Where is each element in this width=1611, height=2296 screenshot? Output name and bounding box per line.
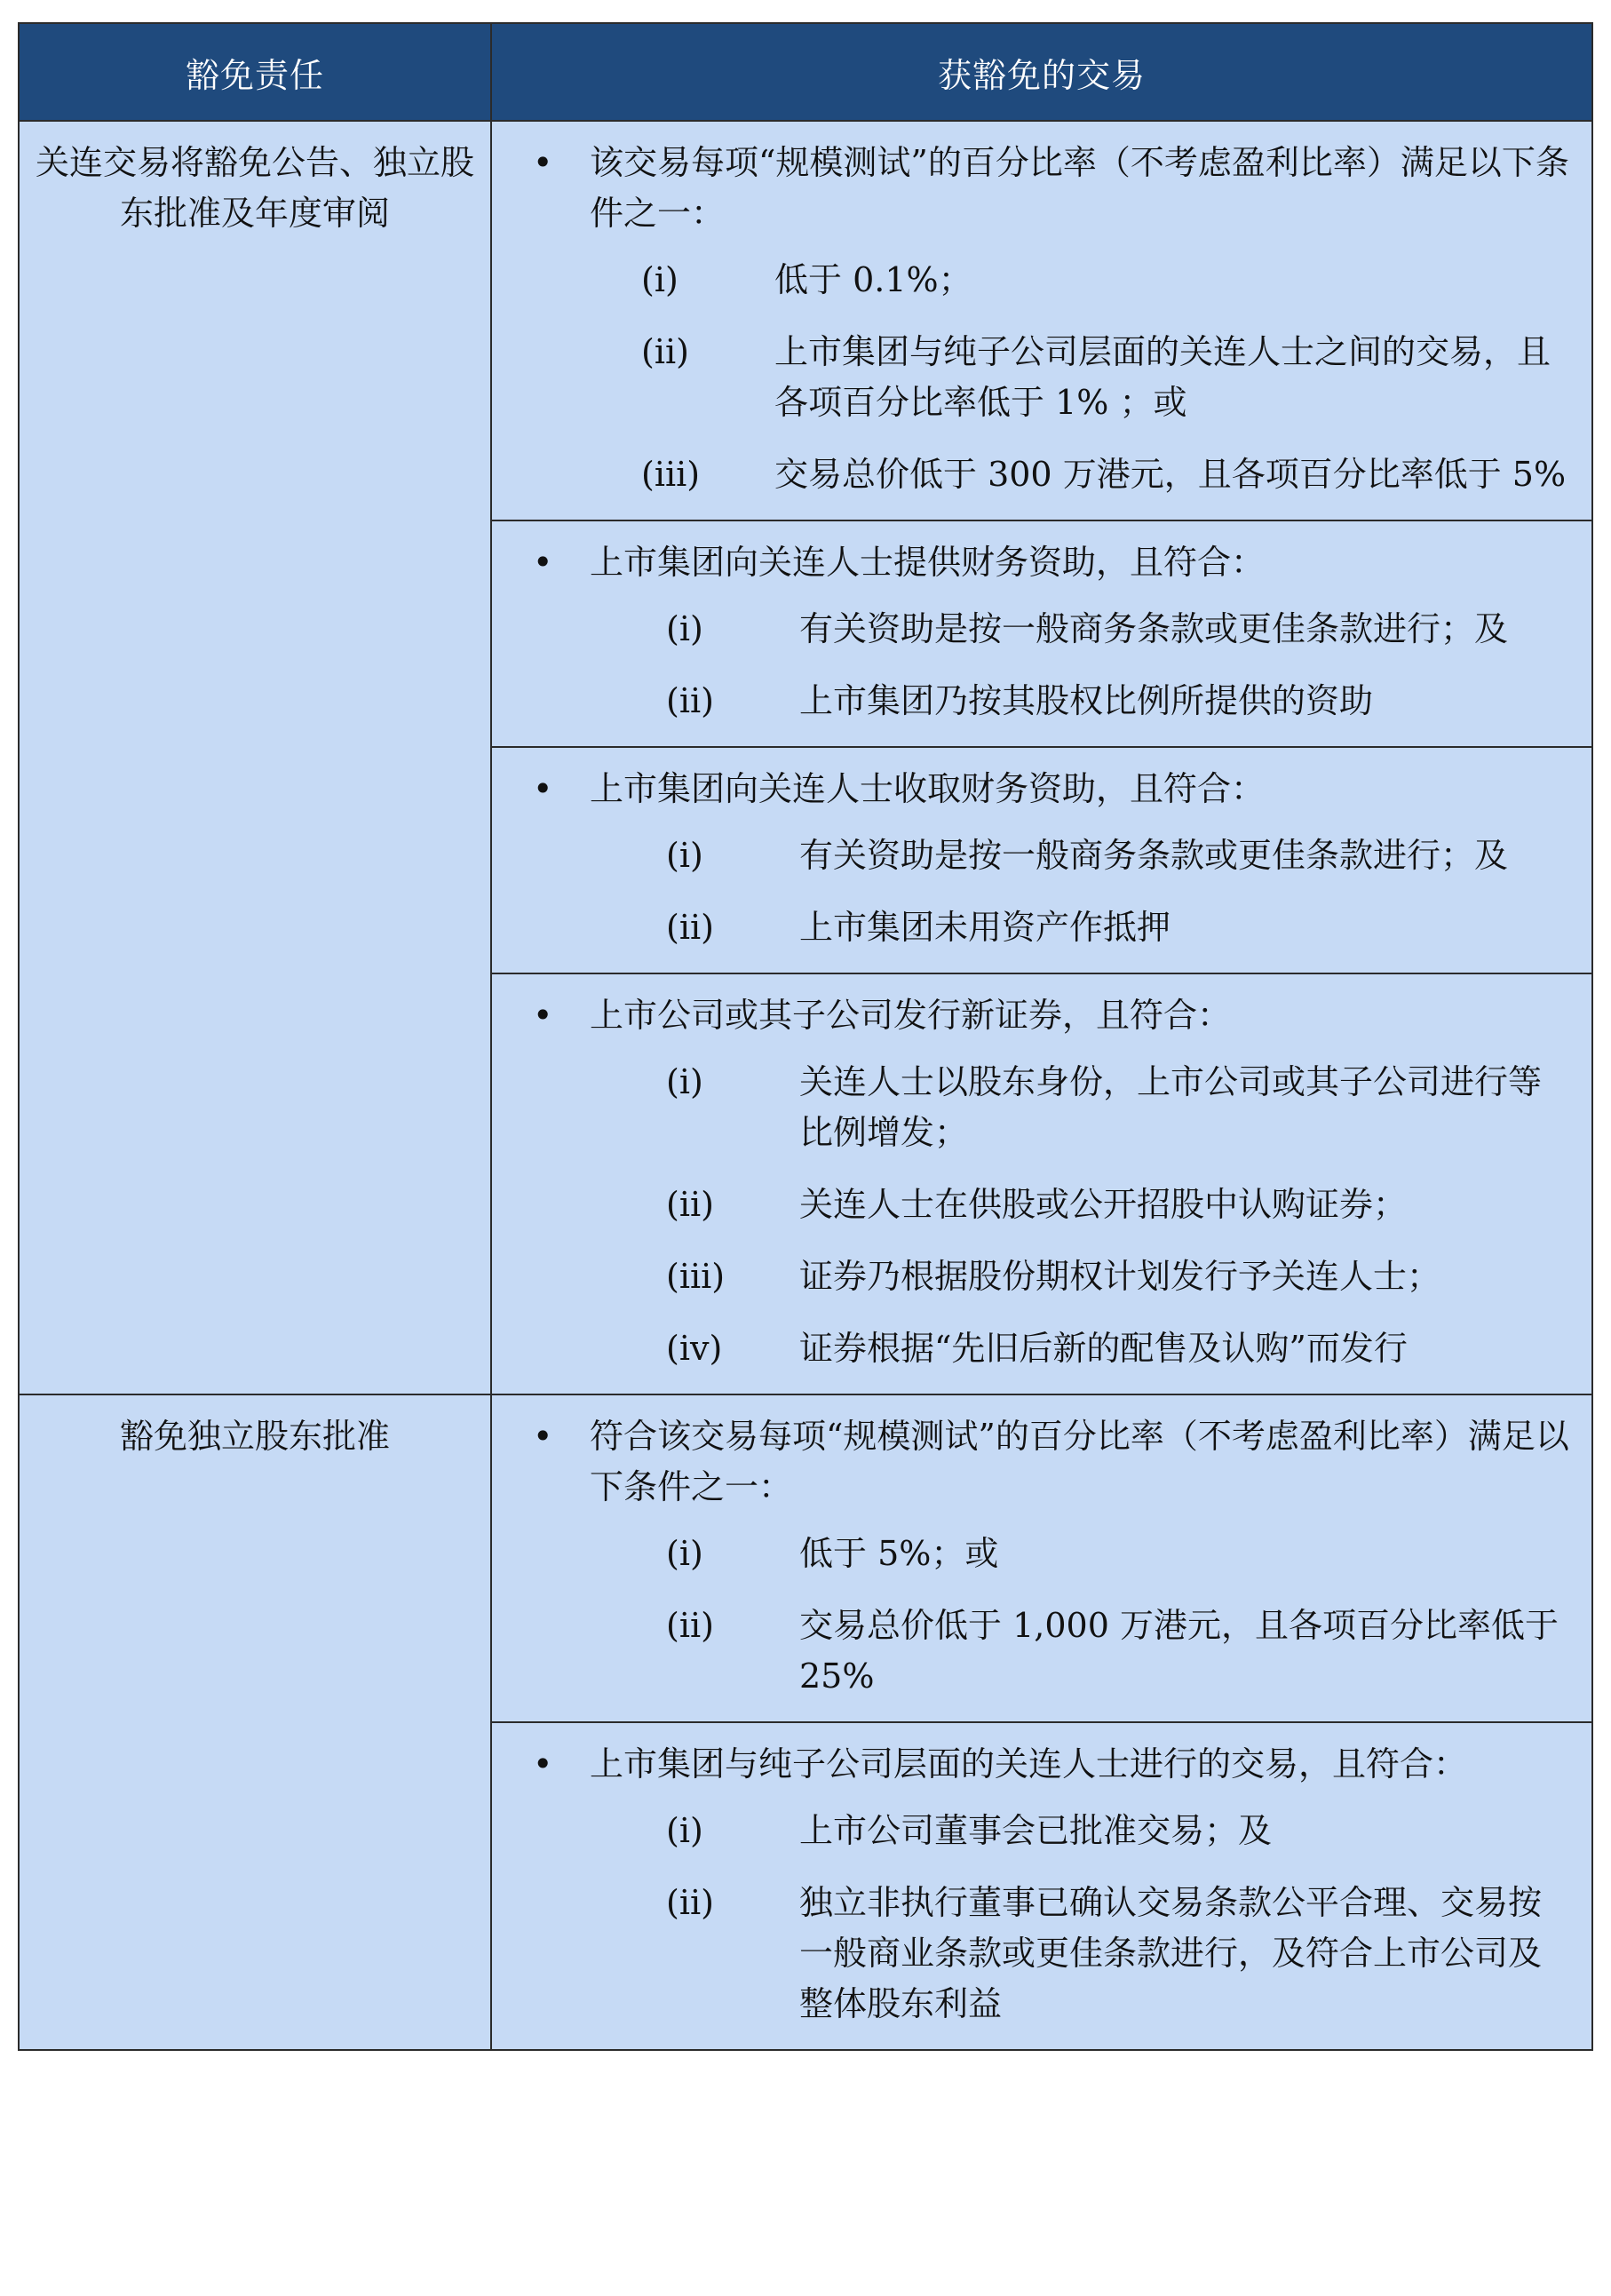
sub-condition-number: (ii) [641, 332, 689, 371]
sub-condition-text: 关连人士以股东身份，上市公司或其子公司进行等比例增发； [799, 1062, 1543, 1152]
condition-block [492, 122, 1591, 521]
sub-condition-number: (i) [666, 1062, 703, 1101]
sub-condition [492, 902, 1570, 953]
condition-text: 该交易每项“规模测试”的百分比率（不考虑盈利比率）满足以下条件之一： [590, 143, 1569, 233]
sub-condition-text: 证券根据“先旧后新的配售及认购”而发行 [799, 1329, 1408, 1368]
sub-condition-number: (i) [666, 836, 703, 875]
bullet-icon: • [533, 769, 553, 808]
sub-condition [492, 830, 1570, 881]
header-exempt-transactions: 获豁免的交易 [491, 23, 1592, 121]
bullet-icon: • [533, 996, 553, 1035]
sub-condition-number: (iii) [641, 455, 701, 494]
sub-condition-text: 上市公司董事会已批准交易；及 [799, 1811, 1273, 1850]
sub-condition [492, 1323, 1570, 1374]
bullet-icon: • [533, 1417, 553, 1456]
sub-condition-number: (ii) [666, 681, 714, 720]
condition-text: 上市集团向关连人士提供财务资助，且符合： [590, 543, 1266, 582]
condition-block [492, 1723, 1591, 2049]
sub-condition-text: 交易总价低于 1,000 万港元，且各项百分比率低于 25% [799, 1606, 1559, 1696]
bullet-icon: • [533, 1744, 553, 1784]
exemption-table [18, 22, 1593, 2051]
sub-condition-text: 证券乃根据股份期权计划发行予关连人士； [799, 1257, 1441, 1296]
bullet-icon: • [533, 143, 553, 182]
sub-condition-number: (ii) [666, 1883, 714, 1922]
condition-block [492, 1395, 1591, 1723]
sub-condition-number: (iii) [666, 1257, 726, 1296]
responsibility-cell: 豁免独立股东批准 [19, 1394, 491, 2050]
sub-condition [492, 1529, 1570, 1579]
sub-condition-text: 独立非执行董事已确认交易条款公平合理、交易按一般商业条款或更佳条款进行，及符合上市公司及整体股东利益 [799, 1883, 1543, 2023]
sub-condition [492, 449, 1570, 500]
condition-text: 上市集团与纯子公司层面的关连人士进行的交易，且符合： [590, 1744, 1468, 1784]
sub-condition [492, 1057, 1570, 1158]
condition-block [492, 974, 1591, 1394]
sub-condition [492, 676, 1570, 727]
sub-condition-number: (i) [666, 1534, 703, 1573]
condition-text: 上市公司或其子公司发行新证券，且符合： [590, 996, 1232, 1035]
condition-block [492, 748, 1591, 974]
table-row [19, 1394, 1592, 2050]
sub-condition-text: 上市集团乃按其股权比例所提供的资助 [799, 681, 1374, 720]
sub-condition [492, 255, 1570, 306]
sub-condition [492, 1601, 1570, 1702]
sub-condition-number: (ii) [666, 1606, 714, 1645]
sub-condition-number: (ii) [666, 1185, 714, 1224]
condition-text: 上市集团向关连人士收取财务资助，且符合： [590, 769, 1266, 808]
sub-condition-text: 上市集团未用资产作抵押 [799, 908, 1171, 947]
sub-condition-number: (ii) [666, 908, 714, 947]
sub-condition-text: 低于 5%；或 [799, 1534, 999, 1573]
sub-condition [492, 1806, 1570, 1856]
sub-condition [492, 327, 1570, 428]
sub-condition-text: 交易总价低于 300 万港元，且各项百分比率低于 5% [774, 455, 1567, 494]
bullet-icon: • [533, 543, 553, 582]
sub-condition [492, 604, 1570, 655]
sub-condition-number: (i) [641, 260, 679, 299]
responsibility-cell: 关连交易将豁免公告、独立股东批准及年度审阅 [19, 121, 491, 1394]
sub-condition-text: 上市集团与纯子公司层面的关连人士之间的交易，且各项百分比率低于 1% ；或 [774, 332, 1551, 422]
sub-condition-number: (iv) [666, 1329, 723, 1368]
sub-condition-number: (i) [666, 1811, 703, 1850]
table-row [19, 121, 1592, 1394]
sub-condition-text: 有关资助是按一般商务条款或更佳条款进行；及 [799, 609, 1509, 648]
sub-condition-number: (i) [666, 609, 703, 648]
sub-condition [492, 1878, 1570, 2030]
condition-block [492, 521, 1591, 748]
table-header-row [19, 23, 1592, 121]
sub-condition-text: 低于 0.1%； [774, 260, 972, 299]
transactions-cell [491, 121, 1592, 1394]
sub-condition-text: 有关资助是按一般商务条款或更佳条款进行；及 [799, 836, 1509, 875]
sub-condition [492, 1180, 1570, 1230]
header-responsibility: 豁免责任 [19, 23, 491, 121]
sub-condition-text: 关连人士在供股或公开招股中认购证券； [799, 1185, 1408, 1224]
sub-condition [492, 1251, 1570, 1302]
condition-text: 符合该交易每项“规模测试”的百分比率（不考虑盈利比率）满足以下条件之一： [590, 1417, 1569, 1506]
transactions-cell [491, 1394, 1592, 2050]
